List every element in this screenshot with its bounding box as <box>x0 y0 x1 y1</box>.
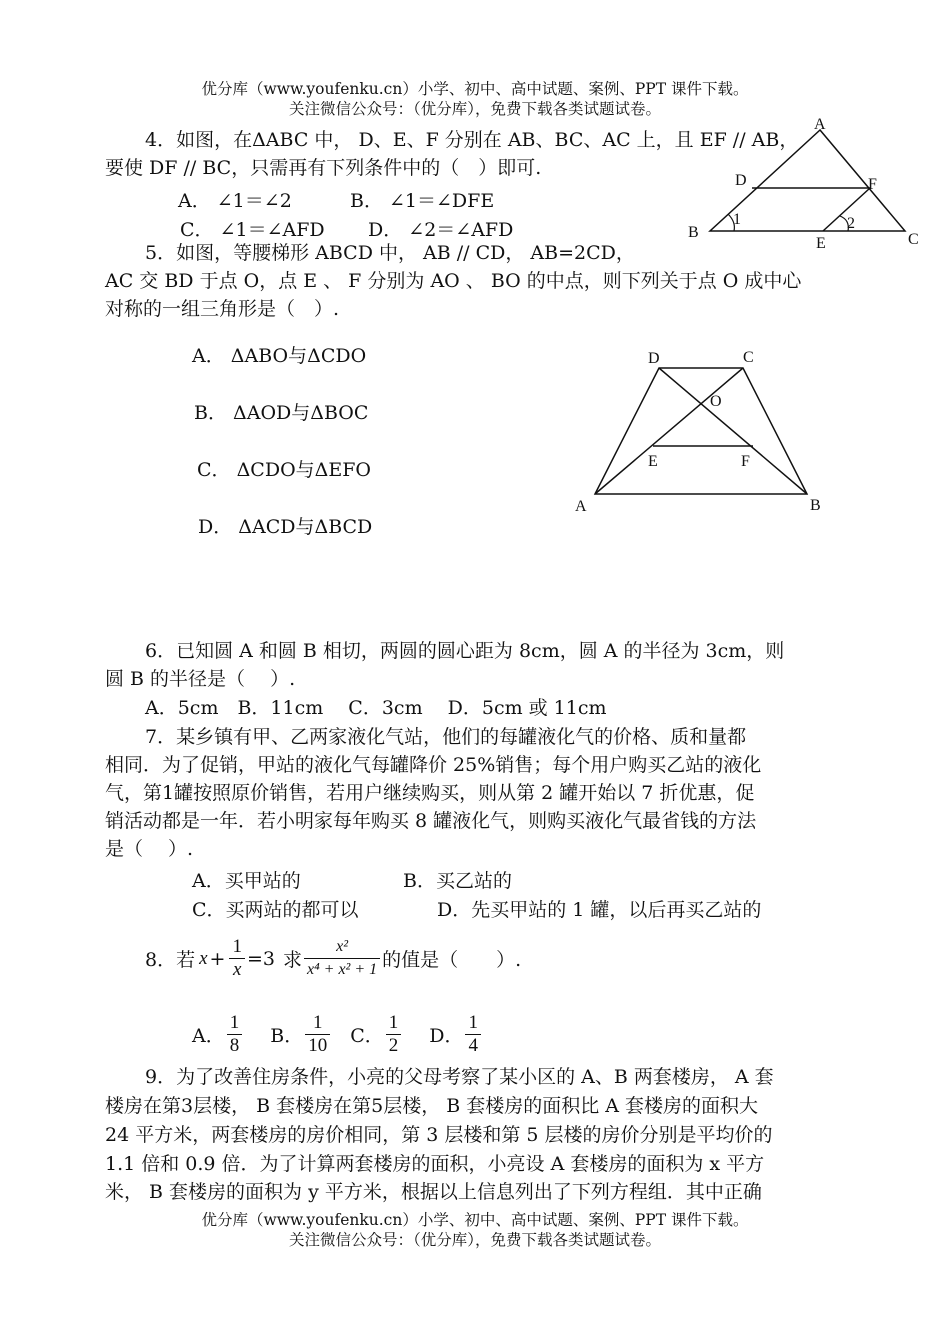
footer-line-1: 优分库（www.youfenku.cn）小学、初中、高中试题、案例、PPT 课件下载。 <box>201 1211 749 1229</box>
q4-line-2: 要使 DF // BC，只需再有下列条件中的（ ）即可. <box>105 157 542 179</box>
label-a: A <box>814 116 826 133</box>
label-angle-2: 2 <box>847 215 855 232</box>
q8-option-d-fraction <box>465 1012 481 1057</box>
diagonal-bd <box>659 368 807 494</box>
q5-line-3: 对称的一组三角形是（ ）. <box>105 298 340 320</box>
label-e: E <box>648 453 658 470</box>
q6-line-2: 圆 B 的半径是（ ）. <box>105 668 296 690</box>
q8-option-b-den: 10 <box>308 1035 328 1056</box>
q8-var-x: x <box>199 947 208 969</box>
q8-frac-den: x <box>232 959 242 980</box>
q6-options: A．5cm B．11cm C．3cm D．5cm 或 11cm <box>145 697 607 719</box>
q8-line <box>145 936 521 981</box>
q7-line-3: 气，第1罐按照原价销售，若用户继续购买，则从第 2 罐开始以 7 折优惠，促 <box>105 782 755 804</box>
label-a: A <box>575 498 587 515</box>
q9-line-2: 楼房在第3层楼， B 套楼房在第5层楼， B 套楼房的面积比 A 套楼房的面积大 <box>105 1095 759 1117</box>
label-e: E <box>816 235 826 252</box>
label-f: F <box>868 176 877 193</box>
q8-option-c-den: 2 <box>388 1035 399 1056</box>
page-footer <box>0 1210 950 1250</box>
q7-option-b: B．买乙站的 <box>403 870 512 892</box>
q4-option-a: A． ∠1＝∠2 <box>178 190 292 212</box>
q8-option-a-den: 8 <box>229 1035 240 1056</box>
label-o: O <box>710 393 722 410</box>
q8-option-c-num: 1 <box>386 1012 402 1035</box>
q8-big-den: x⁴ + x² + 1 <box>306 961 378 978</box>
q8-option-d-den: 4 <box>468 1035 478 1056</box>
diagonal-ac <box>595 368 743 494</box>
q8-option-a-num: 1 <box>227 1012 243 1035</box>
q7-option-a: A．买甲站的 <box>192 870 301 892</box>
q4-line-1: 4．如图，在ΔABC 中， D、E、F 分别在 AB、BC、AC 上，且 EF // AB， <box>145 129 799 151</box>
q7-option-c: C．买两站的都可以 <box>192 899 359 921</box>
q8-fraction-1-over-x <box>229 936 245 981</box>
q4-option-b: B． ∠1＝∠DFE <box>350 190 495 212</box>
q5-option-c: C． ΔCDO与ΔEFO <box>197 459 371 481</box>
label-b: B <box>688 224 699 241</box>
q8-option-d-label: D． <box>429 1025 464 1047</box>
q8-option-d-num: 1 <box>465 1012 481 1035</box>
q7-line-4: 销活动都是一年．若小明家每年购买 8 罐液化气，则购买液化气最省钱的方法 <box>105 810 757 832</box>
label-d: D <box>735 172 747 189</box>
label-c: C <box>908 231 919 248</box>
q7-line-2: 相同．为了促销，甲站的液化气每罐降价 25%销售；每个用户购买乙站的液化 <box>105 754 762 776</box>
q5-option-a: A． ΔABO与ΔCDO <box>192 345 367 367</box>
q8-plus: + <box>209 947 226 970</box>
q8-prefix: 8．若 <box>145 949 196 971</box>
q8-eq3: =3 <box>246 947 275 970</box>
trapezoid-abcd <box>595 368 807 494</box>
q9-line-3: 24 平方米，两套楼房的房价相同，第 3 层楼和第 5 层楼的房价分别是平均价的 <box>105 1124 773 1146</box>
q8-option-b-num: 1 <box>305 1012 330 1035</box>
label-f: F <box>741 453 750 470</box>
q5-option-d: D． ΔACD与ΔBCD <box>198 516 373 538</box>
q7-line-1: 7．某乡镇有甲、乙两家液化气站，他们的每罐液化气的价格、质和量都 <box>145 726 747 748</box>
q8-option-a-label: A． <box>192 1025 225 1047</box>
q8-big-fraction <box>304 936 380 981</box>
q8-option-a-fraction <box>227 1012 243 1057</box>
label-d: D <box>648 350 660 367</box>
q6-line-1: 6．已知圆 A 和圆 B 相切，两圆的圆心距为 8cm，圆 A 的半径为 3cm，则 <box>145 640 785 662</box>
q5-line-2: AC 交 BD 于点 O，点 E 、 F 分别为 AO 、 BO 的中点，则下列关于点 O 成中心 <box>105 270 802 292</box>
q8-option-c-label: C． <box>350 1025 384 1047</box>
q5-line-1: 5．如图，等腰梯形 ABCD 中， AB // CD， AB=2CD， <box>145 242 635 264</box>
q8-option-b-label: B． <box>270 1025 304 1047</box>
header-line-2: 关注微信公众号：（优分库），免费下载各类试题试卷。 <box>288 100 661 118</box>
q4-option-d: D． ∠2＝∠AFD <box>368 219 514 241</box>
q5-trapezoid-figure <box>565 342 845 522</box>
q8-ask: 求 <box>282 949 302 971</box>
q8-frac-num: 1 <box>229 936 245 959</box>
label-c: C <box>743 349 754 366</box>
q4-option-c: C． ∠1＝∠AFD <box>180 219 325 241</box>
label-b: B <box>810 497 821 514</box>
q8-big-num: x² <box>304 936 380 959</box>
q4-triangle-figure <box>680 110 930 255</box>
q9-line-1: 9．为了改善住房条件，小亮的父母考察了某小区的 A、B 两套楼房， A 套 <box>145 1066 774 1088</box>
q8-suffix: 的值是（ ）. <box>382 949 522 971</box>
q5-option-b: B． ΔAOD与ΔBOC <box>194 402 369 424</box>
header-line-1: 优分库（www.youfenku.cn）小学、初中、高中试题、案例、PPT 课件下载。 <box>201 80 749 98</box>
q7-line-5: 是（ ）. <box>105 838 194 860</box>
footer-line-2: 关注微信公众号：（优分库），免费下载各类试题试卷。 <box>288 1231 661 1249</box>
q9-line-4: 1.1 倍和 0.9 倍．为了计算两套楼房的面积，小亮设 A 套楼房的面积为 x 平方 <box>105 1153 765 1175</box>
q8-options <box>192 1012 483 1057</box>
q8-option-c-fraction <box>386 1012 402 1057</box>
q7-option-d: D．先买甲站的 1 罐，以后再买乙站的 <box>437 899 762 921</box>
label-angle-1: 1 <box>733 211 741 228</box>
q8-option-b-fraction <box>305 1012 330 1057</box>
q9-line-5: 米， B 套楼房的面积为 y 平方米，根据以上信息列出了下列方程组．其中正确 <box>105 1181 762 1203</box>
